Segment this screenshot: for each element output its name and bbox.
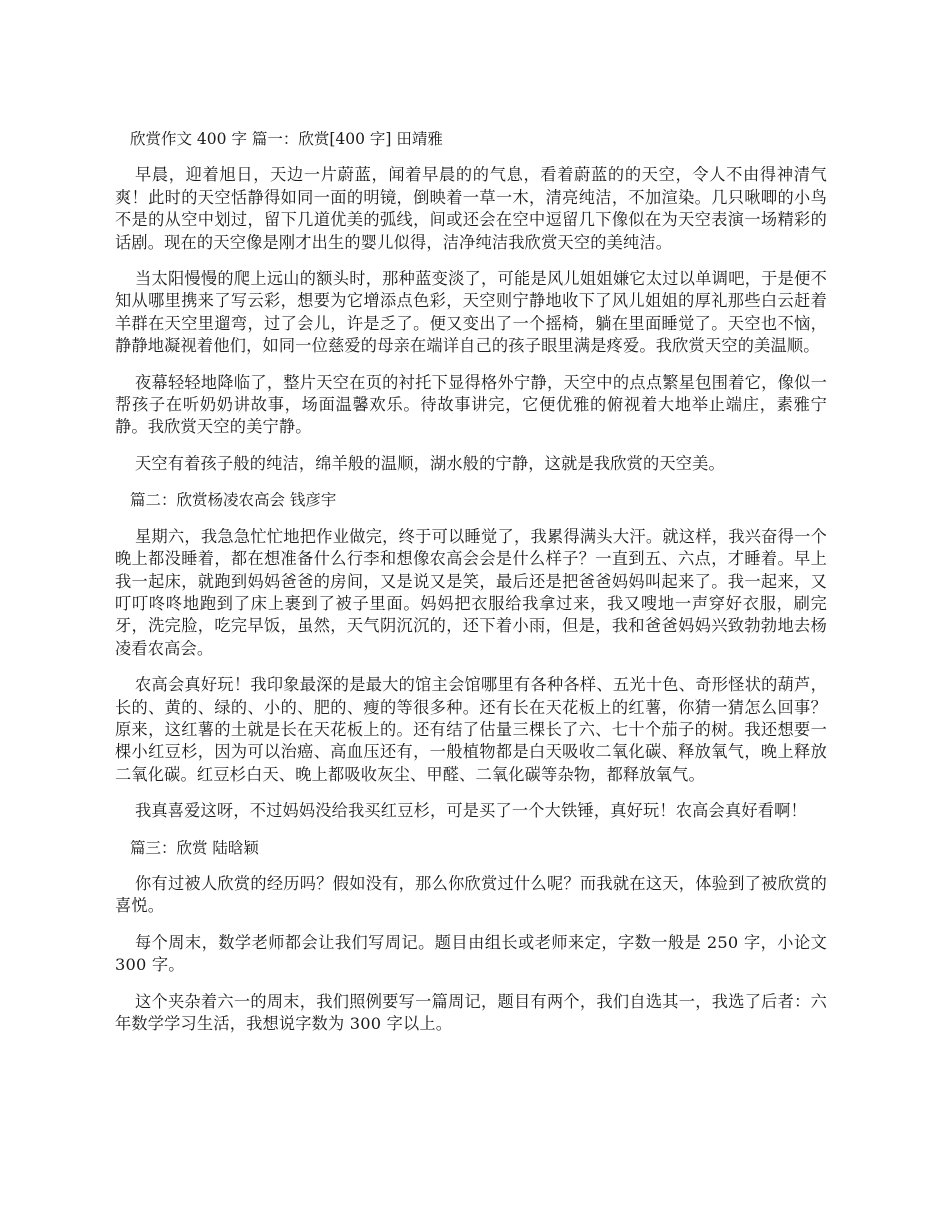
paragraph: 每个周末，数学老师都会让我们写周记。题目由组长或老师来定，字数一般是 250 字，小论文 300 字。	[115, 932, 827, 975]
essay-heading-3: 篇三：欣赏 陆晗颖	[130, 838, 259, 857]
essay-heading-1: 欣赏作文 400 字 篇一：欣赏[400 字] 田靖雅	[130, 130, 443, 148]
paragraph: 当太阳慢慢的爬上远山的额头时，那种蓝变淡了，可能是风儿姐姐嫌它太过以单调吧，于是便不知从哪里携来了写云彩，想要为它增添点色彩，天空则宁静地收下了风儿姐姐的厚礼那些白云赶着羊群在天空里遛弯，过了会儿，许是乏了。便又变出了一个摇椅，躺在里面睡觉了。天空也不恼，静静地凝视着他们，如同一位慈爱的母亲在端详自己的孩子眼里满是疼爱。我欣赏天空的美温顺。	[115, 269, 827, 356]
paragraph: 早晨，迎着旭日，天边一片蔚蓝，闻着早晨的的气息，看着蔚蓝的的天空，令人不由得神清气爽！此时的天空恬静得如同一面的明镜，倒映着一草一木，清亮纯洁，不加渲染。几只啾唧的小鸟不是的从空中划过，留下几道优美的弧线，间或还会在空中逗留几下像似在为天空表演一场精彩的话剧。现在的天空像是刚才出生的婴儿似得，洁净纯洁我欣赏天空的美纯洁。	[115, 165, 827, 252]
paragraph: 你有过被人欣赏的经历吗？假如没有，那么你欣赏过什么呢？而我就在这天，体验到了被欣赏的喜悦。	[115, 873, 827, 916]
paragraph: 这个夹杂着六一的周末，我们照例要写一篇周记，题目有两个，我们自选其一，我选了后者：六年数学学习生活，我想说字数为 300 字以上。	[115, 991, 827, 1033]
paragraph: 农高会真好玩！我印象最深的是最大的馆主会馆哪里有各种各样、五光十色、奇形怪状的葫芦，长的、黄的、绿的、小的、肥的、瘦的等很多种。还有长在天花板上的红薯，你猜一猜怎么回事？原来，这红薯的土就是长在天花板上的。还有结了估量三棵长了六、七十个茄子的树。我还想要一棵小红豆杉，因为可以治癌、高血压还有，一般植物都是白天吸收二氧化碳、释放氧气，晚上释放二氧化碳。红豆杉白天、晚上都吸收灰尘、甲醛、二氧化碳等杂物，都释放氧气。	[115, 675, 827, 784]
paragraph: 我真喜爱这呀，不过妈妈没给我买红豆杉，可是买了一个大铁锤，真好玩！农高会真好看啊！	[135, 801, 807, 821]
paragraph: 星期六，我急急忙忙地把作业做完，终于可以睡觉了，我累得满头大汗。就这样，我兴奋得一个晚上都没睡着，都在想准备什么行李和想像农高会会是什么样子？一直到五、六点，才睡着。早上我一起床，就跑到妈妈爸爸的房间，又是说又是笑，最后还是把爸爸妈妈叫起来了。我一起来，又叮叮咚咚地跑到了床上裹到了被子里面。妈妈把衣服给我拿过来，我又嗖地一声穿好衣服，刷完牙，洗完脸，吃完早饭，虽然，天气阴沉沉的，还下着小雨，但是，我和爸爸妈妈兴致勃勃地去杨凌看农高会。	[115, 526, 827, 658]
document-body	[115, 128, 827, 1049]
paragraph: 夜幕轻轻地降临了，整片天空在页的衬托下显得格外宁静，天空中的点点繁星包围着它，像似一帮孩子在听奶奶讲故事，场面温馨欢乐。待故事讲完，它便优雅的俯视着大地举止端庄，素雅宁静。我欣赏天空的美宁静。	[115, 372, 827, 437]
essay-heading-2: 篇二：欣赏杨凌农高会 钱彦宇	[130, 491, 337, 510]
paragraph: 天空有着孩子般的纯洁，绵羊般的温顺，湖水般的宁静，这就是我欣赏的天空美。	[135, 453, 725, 473]
